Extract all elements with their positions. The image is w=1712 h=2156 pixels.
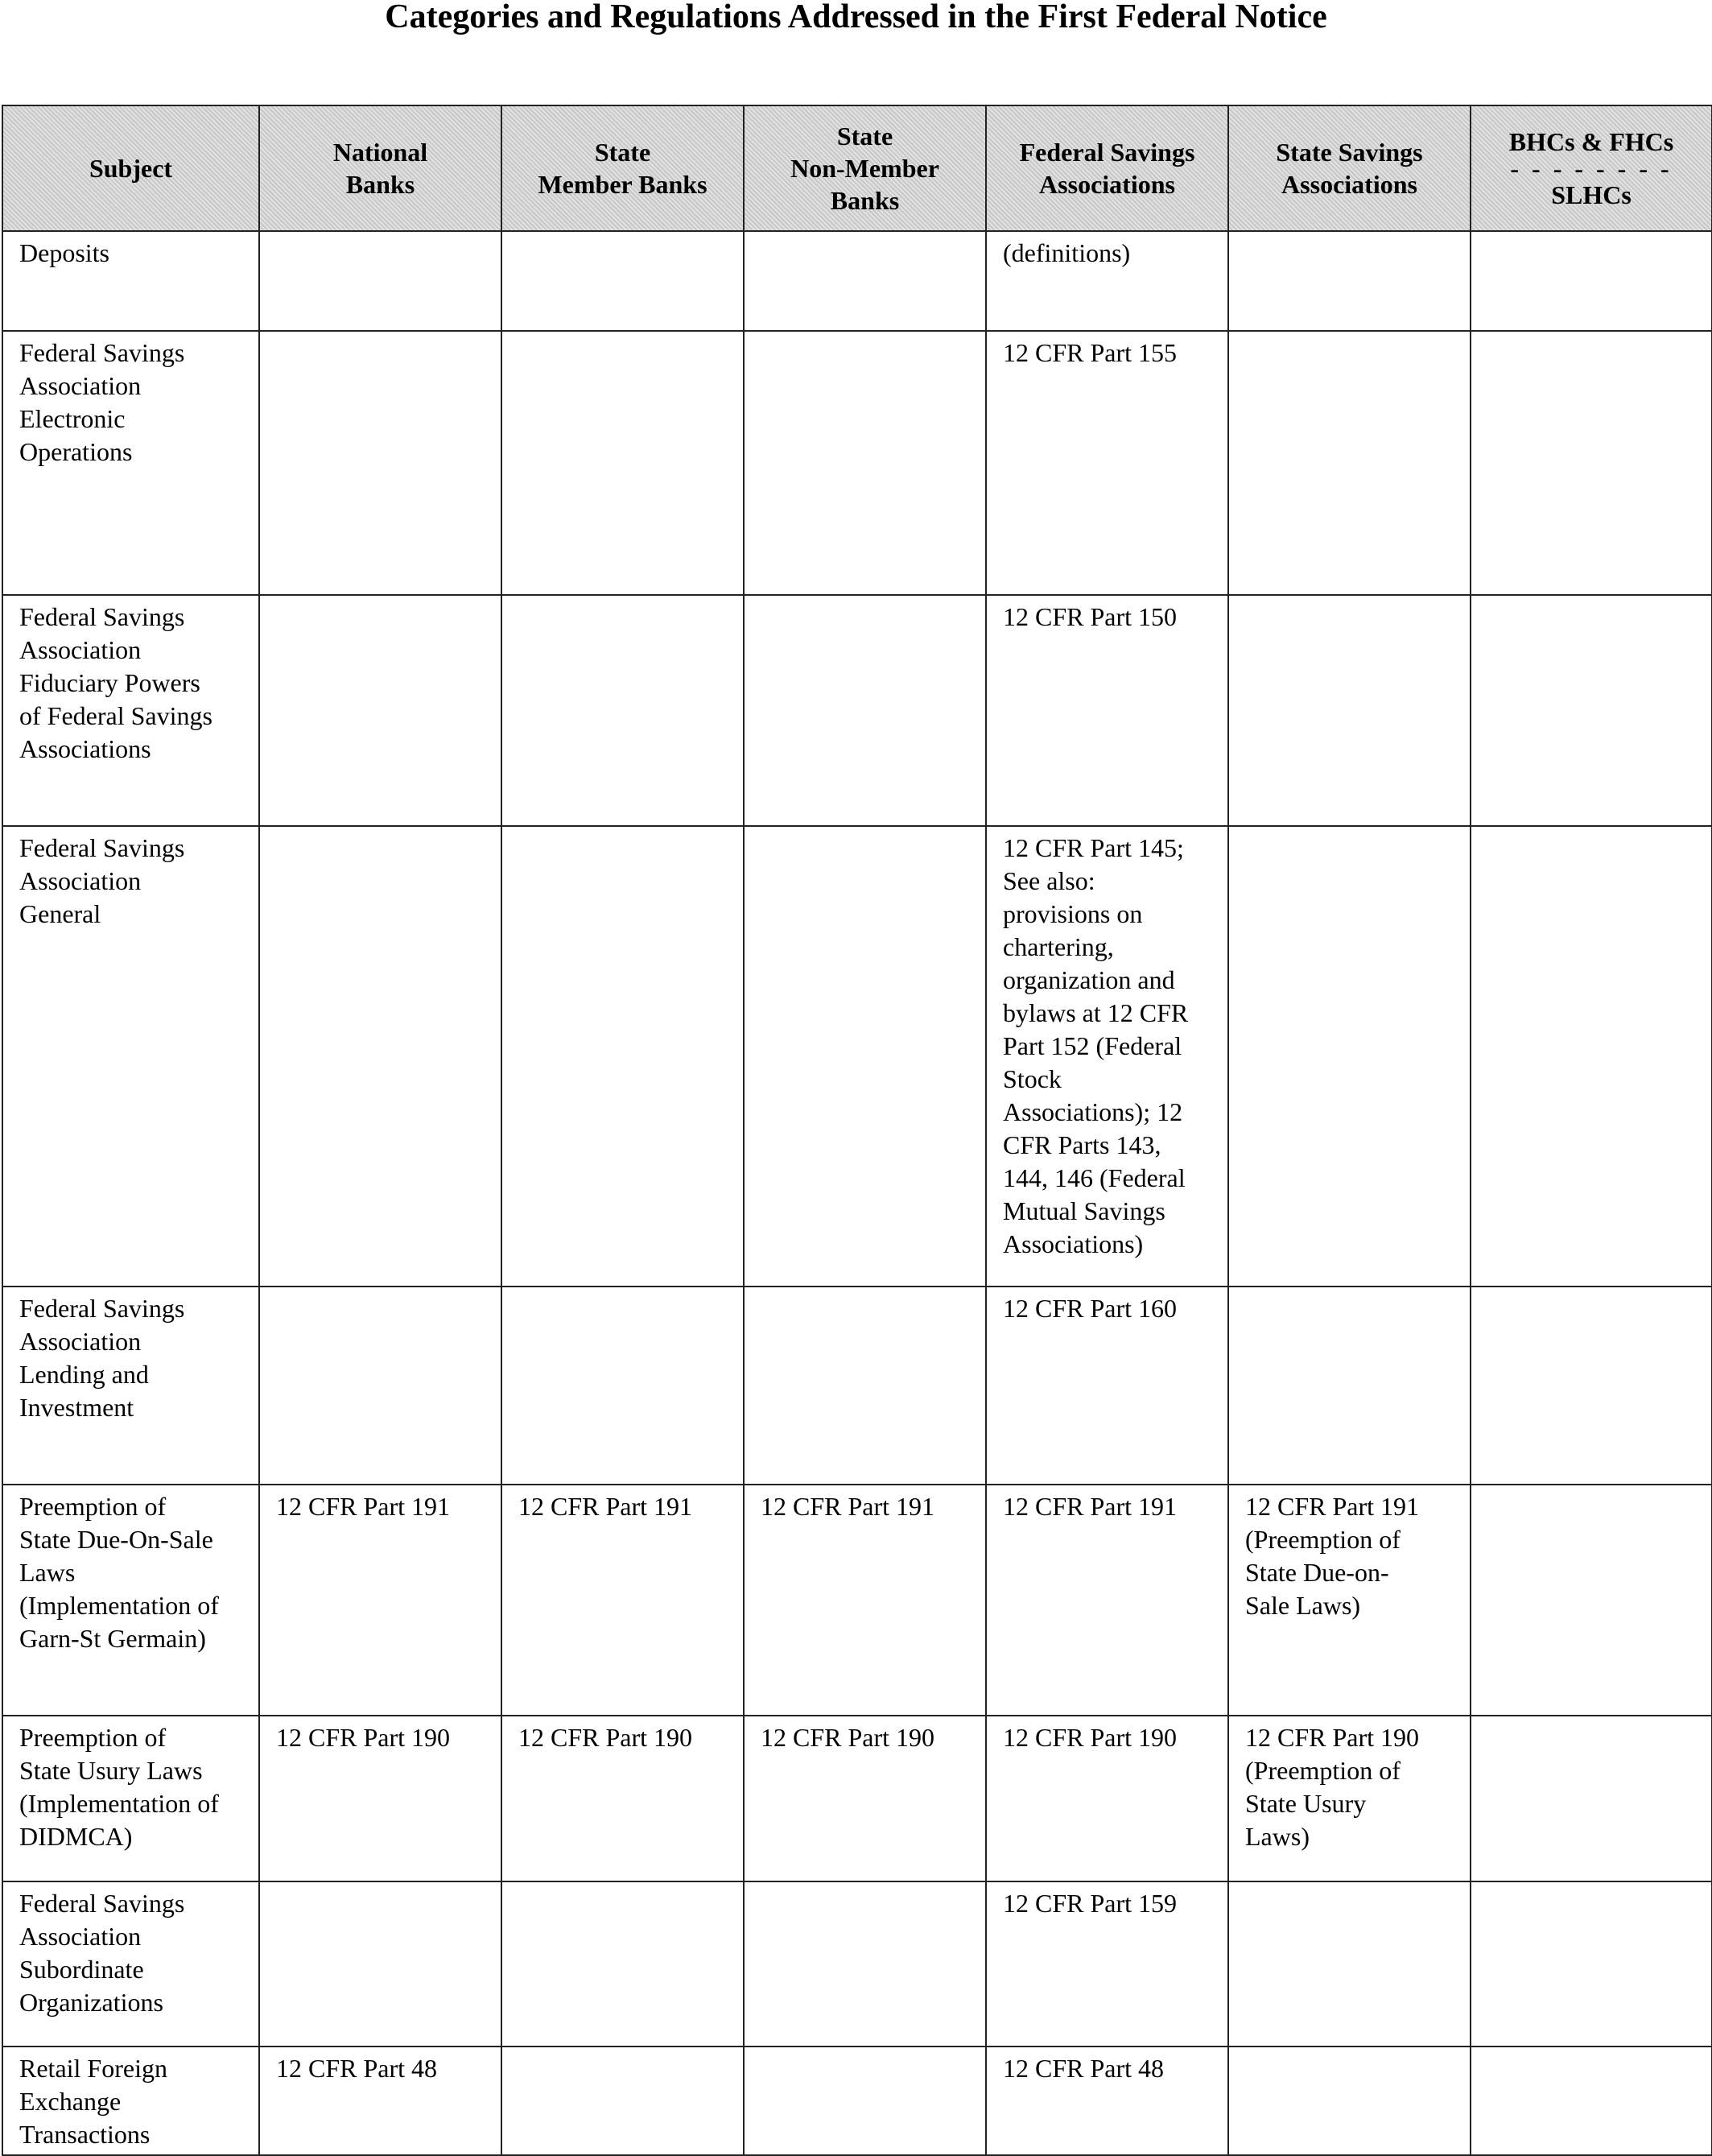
cell-state-member-banks: 12 CFR Part 191 [501, 1485, 744, 1716]
cell-federal-savings-associations: 12 CFR Part 155 [986, 331, 1228, 595]
cell-state-member-banks [501, 826, 744, 1287]
cell-state-savings-associations [1228, 595, 1471, 826]
cell-federal-savings-associations: 12 CFR Part 160 [986, 1287, 1228, 1485]
table-row [2, 1287, 1712, 1485]
header-national-banks: National Banks [259, 105, 501, 231]
cell-subject: Federal Savings Association Electronic Operations [2, 331, 259, 595]
cell-state-non-member-banks [744, 231, 986, 331]
table-row [2, 1881, 1712, 2047]
cell-subject: Retail Foreign Exchange Transactions [2, 2047, 259, 2155]
cell-state-non-member-banks: 12 CFR Part 191 [744, 1485, 986, 1716]
table-row [2, 331, 1712, 595]
cell-state-savings-associations: 12 CFR Part 191 (Preemption of State Due-on- Sale Laws) [1228, 1485, 1471, 1716]
header-state-savings-associations: State Savings Associations [1228, 105, 1471, 231]
cell-federal-savings-associations: 12 CFR Part 150 [986, 595, 1228, 826]
cell-subject: Preemption of State Usury Laws (Implementation of DIDMCA) [2, 1716, 259, 1881]
cell-bhcs-fhcs-slhcs [1471, 826, 1712, 1287]
cell-bhcs-fhcs-slhcs [1471, 1881, 1712, 2047]
header-bhcs-fhcs-slhcs: BHCs & FHCs - - - - - - - - SLHCs [1471, 105, 1712, 231]
cell-state-non-member-banks: 12 CFR Part 190 [744, 1716, 986, 1881]
cell-bhcs-fhcs-slhcs [1471, 1287, 1712, 1485]
table-row [2, 1716, 1712, 1881]
cell-bhcs-fhcs-slhcs [1471, 331, 1712, 595]
cell-subject: Deposits [2, 231, 259, 331]
cell-state-savings-associations [1228, 2047, 1471, 2155]
header-state-member-banks: State Member Banks [501, 105, 744, 231]
cell-bhcs-fhcs-slhcs [1471, 2047, 1712, 2155]
table-row [2, 2047, 1712, 2155]
cell-state-member-banks [501, 1881, 744, 2047]
cell-state-non-member-banks [744, 1287, 986, 1485]
cell-state-savings-associations [1228, 331, 1471, 595]
table-row [2, 595, 1712, 826]
cell-national-banks [259, 826, 501, 1287]
cell-national-banks: 12 CFR Part 191 [259, 1485, 501, 1716]
cell-federal-savings-associations: 12 CFR Part 191 [986, 1485, 1228, 1716]
cell-national-banks [259, 331, 501, 595]
cell-state-savings-associations [1228, 826, 1471, 1287]
cell-federal-savings-associations: 12 CFR Part 48 [986, 2047, 1228, 2155]
cell-state-savings-associations [1228, 1881, 1471, 2047]
cell-federal-savings-associations: 12 CFR Part 190 [986, 1716, 1228, 1881]
cell-state-savings-associations [1228, 231, 1471, 331]
cell-state-member-banks [501, 2047, 744, 2155]
cell-federal-savings-associations: 12 CFR Part 159 [986, 1881, 1228, 2047]
table-row [2, 231, 1712, 331]
cell-state-non-member-banks [744, 826, 986, 1287]
header-federal-savings-associations: Federal Savings Associations [986, 105, 1228, 231]
cell-bhcs-fhcs-slhcs [1471, 1485, 1712, 1716]
cell-federal-savings-associations: (definitions) [986, 231, 1228, 331]
header-subject: Subject [2, 105, 259, 231]
cell-national-banks [259, 1881, 501, 2047]
header-state-non-member-banks: State Non-Member Banks [744, 105, 986, 231]
cell-subject: Federal Savings Association Fiduciary Powers of Federal Savings Associations [2, 595, 259, 826]
cell-national-banks: 12 CFR Part 48 [259, 2047, 501, 2155]
cell-state-non-member-banks [744, 595, 986, 826]
cell-national-banks [259, 1287, 501, 1485]
cell-bhcs-fhcs-slhcs [1471, 595, 1712, 826]
cell-subject: Federal Savings Association Subordinate Organizations [2, 1881, 259, 2047]
cell-national-banks: 12 CFR Part 190 [259, 1716, 501, 1881]
cell-state-savings-associations: 12 CFR Part 190 (Preemption of State Usury Laws) [1228, 1716, 1471, 1881]
cell-state-non-member-banks [744, 331, 986, 595]
header-row [2, 105, 1712, 231]
cell-state-savings-associations [1228, 1287, 1471, 1485]
cell-state-member-banks [501, 331, 744, 595]
cell-subject: Federal Savings Association General [2, 826, 259, 1287]
cell-subject: Preemption of State Due-On-Sale Laws (Implementation of Garn-St Germain) [2, 1485, 259, 1716]
cell-subject: Federal Savings Association Lending and Investment [2, 1287, 259, 1485]
cell-bhcs-fhcs-slhcs [1471, 1716, 1712, 1881]
cell-state-member-banks [501, 231, 744, 331]
cell-state-non-member-banks [744, 2047, 986, 2155]
cell-state-member-banks: 12 CFR Part 190 [501, 1716, 744, 1881]
cell-state-non-member-banks [744, 1881, 986, 2047]
regulations-table [2, 105, 1712, 2156]
cell-state-member-banks [501, 1287, 744, 1485]
cell-bhcs-fhcs-slhcs [1471, 231, 1712, 331]
cell-national-banks [259, 231, 501, 331]
cell-state-member-banks [501, 595, 744, 826]
table-row [2, 826, 1712, 1287]
cell-national-banks [259, 595, 501, 826]
cell-federal-savings-associations: 12 CFR Part 145; See also: provisions on chartering, organization and bylaws at 12 CFR Part 152 (Federal Stock Associations); 12 CFR Parts 143, 144, 146 (Federal Mutual Savings Associations) [986, 826, 1228, 1287]
page-title: Categories and Regulations Addressed in the First Federal Notice [385, 0, 1327, 35]
table-row [2, 1485, 1712, 1716]
